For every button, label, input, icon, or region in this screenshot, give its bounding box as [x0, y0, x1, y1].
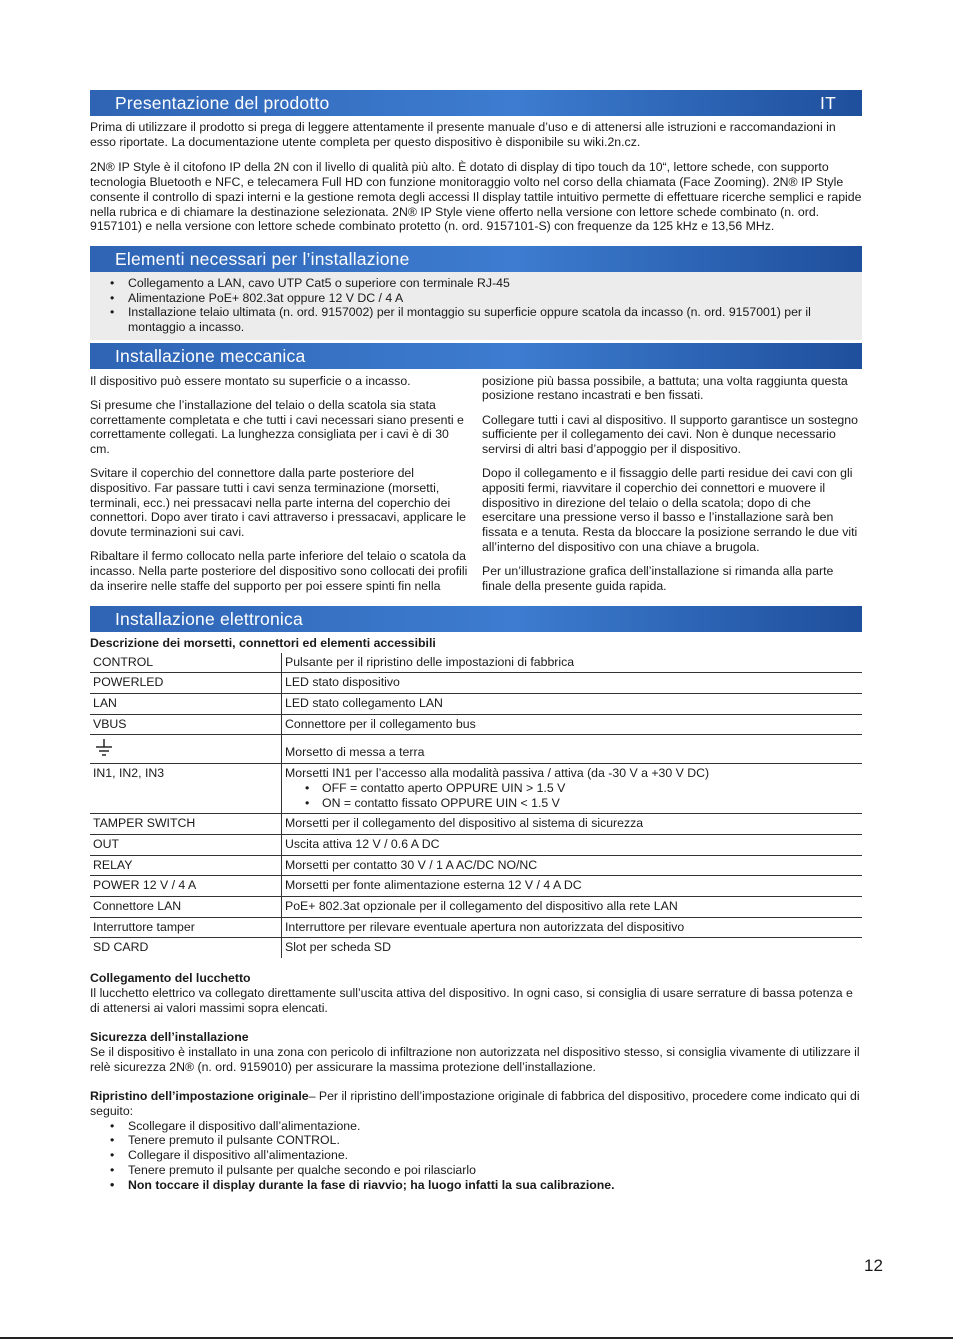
table-row [90, 855, 862, 876]
mechanical-columns [90, 374, 862, 603]
terminal-name [90, 735, 282, 764]
paragraph: Svitare il coperchio del connettore dalla parte posteriore del dispositivo. Far passare tutti i cavi senza terminazione (morsetti, terminali, ecc.) nei pressacavi nella parte interna del coperchio dei connettori. Dopo aver tirato i cavi attraverso i pressacavi, applicare le dovute terminazioni sui cavi. [90, 466, 466, 540]
list-item: • Tenere premuto il pulsante per qualche secondo e poi rilasciarlo [90, 1163, 862, 1178]
security-heading: Sicurezza dell’installazione [90, 1030, 249, 1045]
terminal-name: VBUS [90, 714, 282, 735]
paragraph: Ribaltare il fermo collocato nella parte inferiore del telaio o scatola da incasso. Nella parte posteriore del dispositivo sono collocati dei profili da inserire nelle staffe del supporto per poi essere spinti fin nella [90, 549, 468, 593]
terminal-name: POWER 12 V / 4 A [90, 876, 282, 897]
reset-heading: Ripristino dell’impostazione originale [90, 1089, 309, 1104]
ground-icon [93, 738, 115, 758]
left-column [90, 374, 470, 603]
security-paragraph: Se il dispositivo è installato in una zona con pericolo di infiltrazione non autorizzata nel dispositivo stesso, si consiglia vivamente di utilizzare il relè sicurezza 2N® (n. ord. 9159010) per assicurare la massima protezione dell’installazione. [90, 1044, 860, 1074]
in-description: Morsetti IN1 per l’accesso alla modalità passiva / attiva (da -30 V a +30 V DC) [285, 766, 710, 781]
paragraph: Il dispositivo può essere montato su superficie o a incasso. [90, 373, 411, 388]
lock-heading: Collegamento del lucchetto [90, 971, 251, 986]
table-row [90, 938, 862, 958]
terminal-description: Connettore per il collegamento bus [282, 714, 863, 735]
language-badge: IT [820, 93, 836, 113]
list-item: • Alimentazione PoE+ 802.3at oppure 12 V DC / 4 A [90, 291, 862, 306]
terminal-name: LAN [90, 693, 282, 714]
terminal-name: OUT [90, 834, 282, 855]
reset-paragraph [90, 1089, 862, 1118]
terminal-name: Interruttore tamper [90, 917, 282, 938]
terminal-description: Morsetti per fonte alimentazione esterna 12 V / 4 A DC [282, 876, 863, 897]
terminal-description: Uscita attiva 12 V / 0.6 A DC [282, 834, 863, 855]
lock-paragraph: Il lucchetto elettrico va collegato direttamente sull’uscita attiva del dispositivo. In ogni caso, si consiglia di usare serrature di bassa potenza e di attenersi ai valori massimi sopra elencati. [90, 985, 853, 1015]
bottom-rule [0, 1337, 953, 1339]
terminal-name: SD CARD [93, 940, 149, 955]
table-row [90, 834, 862, 855]
terminal-description: Morsetti per contatto 30 V / 1 A AC/DC NO/NC [282, 855, 863, 876]
table-row [90, 714, 862, 735]
list-item: • OFF = contatto aperto OPPURE UIN > 1.5 V [285, 781, 860, 796]
list-item: • Collegare il dispositivo all’alimentazione. [90, 1148, 862, 1163]
section-header-presentazione [90, 90, 862, 116]
section-header-meccanica [90, 343, 862, 369]
terminal-description: Morsetto di messa a terra [282, 735, 863, 764]
list-item-warning: • Non toccare il display durante la fase di riavvio; ha luogo infatti la sua calibrazione. [90, 1178, 862, 1193]
terminal-description: LED stato collegamento LAN [282, 693, 863, 714]
requirements-list [90, 276, 862, 335]
terminal-name: CONTROL [90, 653, 282, 673]
page-number: 12 [864, 1256, 883, 1275]
table-row [90, 653, 862, 673]
terminal-description: LED stato dispositivo [282, 673, 863, 694]
list-item: • ON = contatto fissato OPPURE UIN < 1.5 V [285, 796, 860, 811]
section-header-elementi [90, 246, 862, 272]
terminal-name: Connettore LAN [90, 897, 282, 918]
terminal-description: Morsetti per il collegamento del dispositivo al sistema di sicurezza [282, 814, 863, 835]
reset-intro: – Per il ripristino dell’impostazione originale di fabbrica del dispositivo, procedere come indicato qui di seguito: [90, 1089, 860, 1119]
table-row [90, 876, 862, 897]
terminal-description: Pulsante per il ripristino delle impostazioni di fabbrica [282, 653, 863, 673]
list-item: • Installazione telaio ultimata (n. ord. 9157002) per il montaggio su superficie oppure scatola da incasso (n. ord. 9157001) per il montaggio a incasso. [90, 305, 862, 334]
table-row [90, 814, 862, 835]
document-page [90, 0, 862, 1192]
table-row [90, 764, 862, 814]
section-title: Installazione elettronica [115, 608, 303, 629]
list-item: • Tenere premuto il pulsante CONTROL. [90, 1133, 862, 1148]
terminal-description: Interruttore per rilevare eventuale apertura non autorizzata del dispositivo [282, 917, 863, 938]
product-paragraph: 2N® IP Style è il citofono IP della 2N con il livello di qualità più alto. È dotato di display di tipo touch da 10“, lettore schede, con supporto tecnologia Bluetooth e NFC, e telecamera Full HD con funzione monitoraggio volto nel corso della chiamata (Face Zooming). 2N® IP Style consente il controllo di spazi interni e la gestione remota degli accessi Il display tattile intuitivo permette di effettuare ricerche semplici e rapide nella rubrica e di chiamare la destinazione selezionata. 2N® IP Style viene offerto nella versione con lettore schede combinato (n. ord. 9157101) e nella versione con lettore schede combinato protetto (n. ord. 9157101-S) con frequenze da 125 kHz e 13,56 MHz. [90, 160, 862, 234]
table-title: Descrizione dei morsetti, connettori ed elementi accessibili [90, 635, 436, 650]
terminal-description [282, 764, 863, 814]
terminal-description: PoE+ 802.3at opzionale per il collegamento del dispositivo alla rete LAN [282, 897, 863, 918]
right-column [482, 374, 862, 603]
paragraph: Si presume che l’installazione del telaio o della scatola sia stata correttamente completata e che tutti i cavi necessari siano presenti e correttamente collegati. La lunghezza consigliata per i cavi è di 30 cm. [90, 397, 464, 457]
terminals-table [90, 653, 862, 959]
table-row [90, 693, 862, 714]
terminal-description: Slot per scheda SD [282, 938, 863, 958]
requirements-box [90, 272, 862, 340]
section-title: Elementi necessari per l’installazione [115, 248, 410, 269]
table-row [90, 673, 862, 694]
table-row [90, 735, 862, 764]
terminal-name: RELAY [90, 855, 282, 876]
section-header-elettronica [90, 606, 862, 632]
intro-paragraph: Prima di utilizzare il prodotto si prega di leggere attentamente il presente manuale d’uso e di attenersi alle istruzioni e raccomandazioni in esso riportate. La documentazione utente completa per questo dispositivo è disponibile su wiki.2n.cz. [90, 120, 836, 149]
section-title: Installazione meccanica [115, 345, 306, 366]
paragraph: Dopo il collegamento e il fissaggio delle parti residue dei cavi con gli appositi fermi, riavvitare il coperchio dei connettori e muovere il dispositivo in direzione del telaio o della scatola; dopo di che esercitare una pressione verso il basso e l’installazione sarà ben fissata e a tenuta. Resta da bloccare la posizione serrando le due viti all’interno del dispositivo con una chiave a brugola. [482, 466, 858, 554]
terminal-name: TAMPER SWITCH [90, 814, 282, 835]
table-row [90, 917, 862, 938]
section-title: Presentazione del prodotto [115, 93, 330, 113]
in-states-list [285, 781, 860, 810]
terminal-name: POWERLED [90, 673, 282, 694]
reset-steps-list [90, 1119, 862, 1193]
paragraph: Collegare tutti i cavi al dispositivo. Il supporto garantisce un sostegno sufficiente per il collegamento dei cavi. Non è dunque necessario servirsi di altri basi d’appoggio per il dispositivo. [482, 412, 858, 457]
list-item: • Scollegare il dispositivo dall’alimentazione. [90, 1119, 862, 1134]
table-row [90, 897, 862, 918]
paragraph: Per un’illustrazione grafica dell’installazione si rimanda alla parte finale della presente guida rapida. [482, 563, 834, 593]
paragraph: posizione più bassa possibile, a battuta; una volta raggiunta questa posizione restano incastrati e ben fissati. [482, 373, 848, 403]
list-item: • Collegamento a LAN, cavo UTP Cat5 o superiore con terminale RJ-45 [90, 276, 862, 291]
terminal-name: IN1, IN2, IN3 [90, 764, 282, 814]
